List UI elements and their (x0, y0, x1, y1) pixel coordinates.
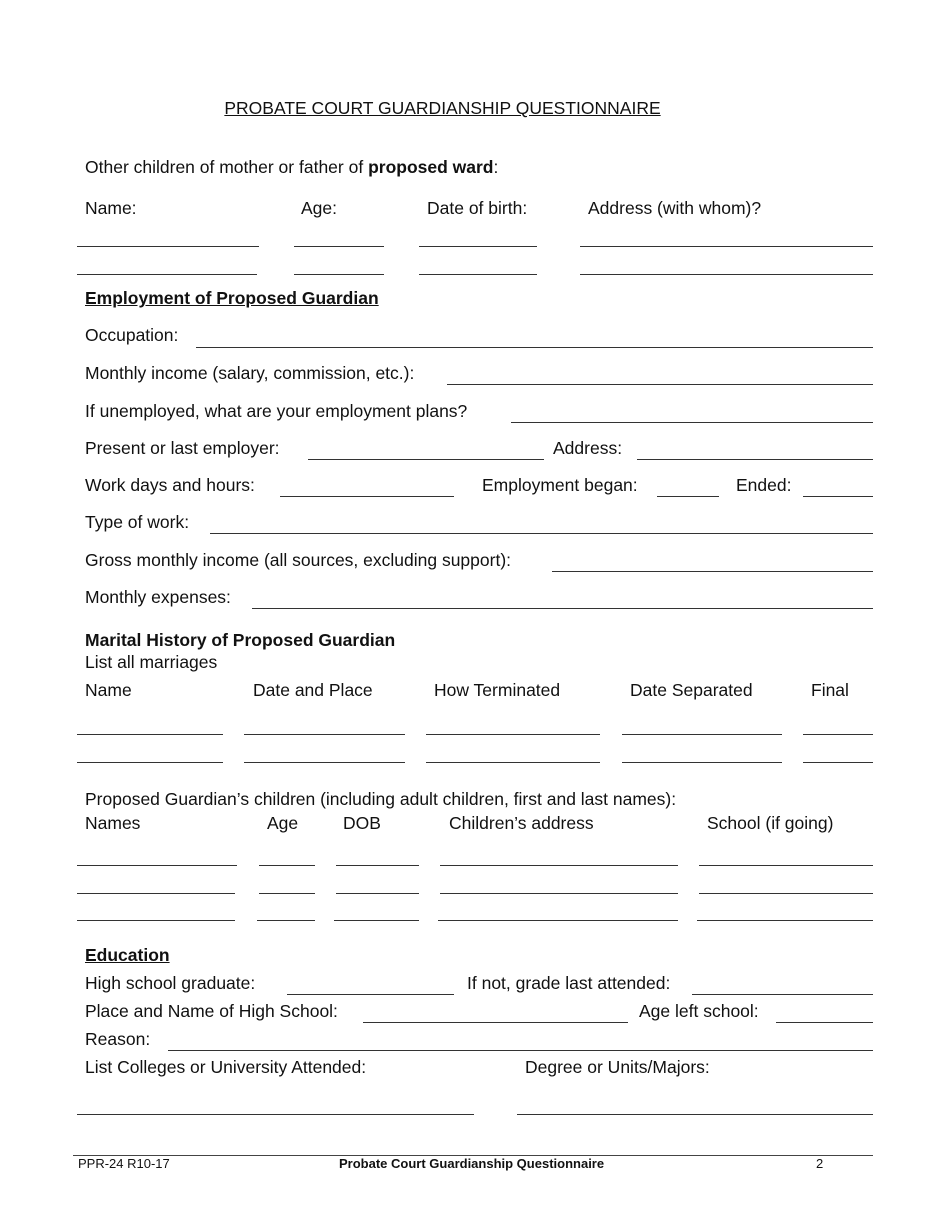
age-left-label: Age left school: (639, 1001, 759, 1021)
marriage-date-place-field[interactable] (244, 762, 405, 763)
child-school-field[interactable] (699, 893, 873, 894)
monthly-income-field[interactable] (447, 384, 873, 385)
child-school-field[interactable] (699, 865, 873, 866)
marriage-separated-field[interactable] (622, 762, 782, 763)
employer-label: Present or last employer: (85, 438, 280, 458)
other-child-name-field[interactable] (77, 246, 259, 247)
other-child-dob-field[interactable] (419, 246, 537, 247)
education-heading: Education (85, 945, 170, 965)
child-name-field[interactable] (77, 893, 235, 894)
reason-field[interactable] (168, 1050, 873, 1051)
other-children-col-age: Age: (301, 198, 337, 218)
work-days-label: Work days and hours: (85, 475, 255, 495)
marital-col-terminated: How Terminated (434, 680, 561, 700)
marital-col-name: Name (85, 680, 132, 700)
marital-col-separated: Date Separated (630, 680, 753, 700)
reason-label: Reason: (85, 1029, 151, 1049)
children-col-school: School (if going) (707, 813, 834, 833)
marital-heading: Marital History of Proposed Guardian (85, 630, 396, 650)
child-age-field[interactable] (259, 865, 315, 866)
children-col-age: Age (267, 813, 299, 833)
child-name-field[interactable] (77, 920, 235, 921)
marriage-terminated-field[interactable] (426, 734, 600, 735)
marriage-terminated-field[interactable] (426, 762, 600, 763)
employer-address-field[interactable] (637, 459, 873, 460)
child-address-field[interactable] (440, 893, 678, 894)
child-school-field[interactable] (697, 920, 873, 921)
other-children-intro-suffix: : (493, 157, 499, 177)
employment-began-label: Employment began: (482, 475, 638, 495)
other-child-age-field[interactable] (294, 246, 384, 247)
child-address-field[interactable] (440, 865, 678, 866)
marital-col-date-place: Date and Place (253, 680, 373, 700)
hs-place-field[interactable] (363, 1022, 628, 1023)
marriage-separated-field[interactable] (622, 734, 782, 735)
other-children-col-address: Address (with whom)? (588, 198, 762, 218)
child-dob-field[interactable] (336, 893, 419, 894)
employment-began-field[interactable] (657, 496, 719, 497)
hs-place-label: Place and Name of High School: (85, 1001, 338, 1021)
employment-plans-field[interactable] (511, 422, 873, 423)
child-dob-field[interactable] (334, 920, 419, 921)
marriage-date-place-field[interactable] (244, 734, 405, 735)
hs-graduate-label: High school graduate: (85, 973, 256, 993)
gross-income-label: Gross monthly income (all sources, excluding support): (85, 550, 512, 570)
children-col-names: Names (85, 813, 141, 833)
occupation-label: Occupation: (85, 325, 179, 345)
employment-ended-field[interactable] (803, 496, 873, 497)
monthly-income-label: Monthly income (salary, commission, etc.): (85, 363, 415, 383)
occupation-field[interactable] (196, 347, 873, 348)
footer-page-number: 2 (816, 1156, 824, 1171)
employer-field[interactable] (308, 459, 544, 460)
hs-graduate-field[interactable] (287, 994, 454, 995)
child-age-field[interactable] (257, 920, 315, 921)
colleges-field[interactable] (77, 1114, 474, 1115)
grade-last-label: If not, grade last attended: (467, 973, 671, 993)
footer-title: Probate Court Guardianship Questionnaire (339, 1156, 605, 1171)
marital-subheading: List all marriages (85, 652, 218, 672)
other-children-intro-bold: proposed ward (368, 157, 494, 177)
grade-last-field[interactable] (692, 994, 873, 995)
employment-ended-label: Ended: (736, 475, 792, 495)
employment-plans-label: If unemployed, what are your employment plans? (85, 401, 468, 421)
other-child-address-field[interactable] (580, 246, 873, 247)
child-address-field[interactable] (438, 920, 678, 921)
monthly-expenses-label: Monthly expenses: (85, 587, 231, 607)
other-children-intro (85, 157, 498, 177)
age-left-field[interactable] (776, 1022, 873, 1023)
child-name-field[interactable] (77, 865, 237, 866)
gross-income-field[interactable] (552, 571, 873, 572)
other-children-col-dob: Date of birth: (427, 198, 528, 218)
type-of-work-label: Type of work: (85, 512, 190, 532)
page-title: PROBATE COURT GUARDIANSHIP QUESTIONNAIRE (224, 98, 661, 118)
degree-label: Degree or Units/Majors: (525, 1057, 710, 1077)
employer-address-label: Address: (553, 438, 623, 458)
marriage-final-field[interactable] (803, 734, 873, 735)
guardian-children-intro: Proposed Guardian’s children (including adult children, first and last names): (85, 789, 677, 809)
degree-field[interactable] (517, 1114, 873, 1115)
marriage-final-field[interactable] (803, 762, 873, 763)
other-child-name-field[interactable] (77, 274, 257, 275)
monthly-expenses-field[interactable] (252, 608, 873, 609)
child-age-field[interactable] (259, 893, 315, 894)
marriage-name-field[interactable] (77, 734, 223, 735)
marriage-name-field[interactable] (77, 762, 223, 763)
marital-col-final: Final (811, 680, 849, 700)
other-children-intro-prefix: Other children of mother or father of (85, 157, 369, 177)
children-col-address: Children’s address (449, 813, 594, 833)
employment-heading: Employment of Proposed Guardian (85, 288, 379, 308)
other-children-col-name: Name: (85, 198, 137, 218)
work-days-field[interactable] (280, 496, 454, 497)
other-child-address-field[interactable] (580, 274, 873, 275)
type-of-work-field[interactable] (210, 533, 873, 534)
other-child-dob-field[interactable] (419, 274, 537, 275)
children-col-dob: DOB (343, 813, 381, 833)
other-child-age-field[interactable] (294, 274, 384, 275)
child-dob-field[interactable] (336, 865, 419, 866)
colleges-label: List Colleges or University Attended: (85, 1057, 367, 1077)
footer-form-id: PPR-24 R10-17 (78, 1156, 170, 1171)
